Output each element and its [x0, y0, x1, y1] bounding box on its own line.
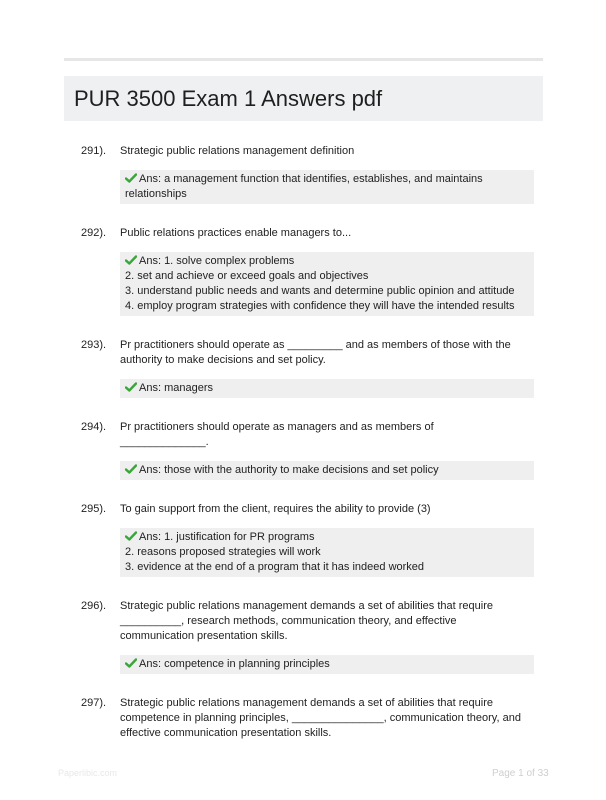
question-item	[64, 599, 543, 674]
answer-text: 2. set and achieve or exceed goals and objectives	[125, 270, 369, 282]
answer-line	[125, 530, 528, 545]
question-number: 295).	[81, 503, 107, 515]
question-text: Strategic public relations management demands a set of abilities that require __________, research methods, communication theory, and effective communication presentation skills.	[120, 600, 493, 642]
page-number: Page 1 of 33	[492, 768, 549, 779]
question-item	[64, 696, 543, 741]
question-text: Public relations practices enable managers to...	[120, 227, 352, 239]
question-number: 297).	[81, 697, 107, 709]
check-icon	[125, 382, 137, 392]
answer-box	[120, 252, 534, 316]
answer-line	[125, 299, 528, 314]
question-item	[64, 502, 543, 577]
title-bar	[64, 76, 543, 121]
question-text: Strategic public relations management definition	[120, 145, 355, 157]
question-text: To gain support from the client, requires the ability to provide (3)	[120, 503, 431, 515]
answer-text: 3. understand public needs and wants and determine public opinion and attitude	[125, 285, 515, 297]
question-number: 294).	[81, 421, 107, 433]
answer-line	[125, 463, 528, 478]
answer-text: 2. reasons proposed strategies will work	[125, 546, 321, 558]
answer-text: Ans: competence in planning principles	[139, 658, 330, 670]
answer-box	[120, 528, 534, 577]
question-item	[64, 420, 543, 480]
answer-line	[125, 381, 528, 396]
answer-line	[125, 269, 528, 284]
answer-text: Ans: 1. solve complex problems	[139, 255, 295, 267]
answer-text: Ans: those with the authority to make decisions and set policy	[139, 464, 439, 476]
check-icon	[125, 255, 137, 265]
check-icon	[125, 658, 137, 668]
question-list	[64, 144, 543, 763]
question-number: 292).	[81, 227, 107, 239]
check-icon	[125, 464, 137, 474]
answer-text: Ans: a management function that identifies, establishes, and maintains relationships	[125, 173, 483, 200]
page-title: PUR 3500 Exam 1 Answers pdf	[74, 85, 383, 111]
question-item	[64, 338, 543, 398]
answer-text: 4. employ program strategies with confidence they will have the intended results	[125, 300, 515, 312]
answer-text: Ans: 1. justification for PR programs	[139, 531, 315, 543]
answer-line	[125, 284, 528, 299]
answer-line	[125, 172, 528, 202]
question-text: Pr practitioners should operate as _________ and as members of those with the authority to make decisions and set policy.	[120, 339, 511, 366]
question-number: 291).	[81, 145, 107, 157]
top-divider	[64, 58, 543, 61]
answer-line	[125, 545, 528, 560]
answer-box	[120, 655, 534, 674]
question-number: 293).	[81, 339, 107, 351]
footer-site: Paperlibic.com	[58, 768, 118, 778]
answer-box	[120, 379, 534, 398]
answer-text: 3. evidence at the end of a program that it has indeed worked	[125, 561, 425, 573]
answer-box	[120, 170, 534, 204]
answer-line	[125, 254, 528, 269]
question-number: 296).	[81, 600, 107, 612]
question-text: Strategic public relations management demands a set of abilities that require competence in planning principles, _______________, communication theory, and effective communication presentation skills.	[120, 697, 521, 739]
answer-line	[125, 560, 528, 575]
answer-box	[120, 461, 534, 480]
question-item	[64, 226, 543, 316]
question-text: Pr practitioners should operate as managers and as members of ______________.	[120, 421, 434, 448]
answer-line	[125, 657, 528, 672]
check-icon	[125, 173, 137, 183]
check-icon	[125, 531, 137, 541]
answer-text: Ans: managers	[139, 382, 213, 394]
question-item	[64, 144, 543, 204]
